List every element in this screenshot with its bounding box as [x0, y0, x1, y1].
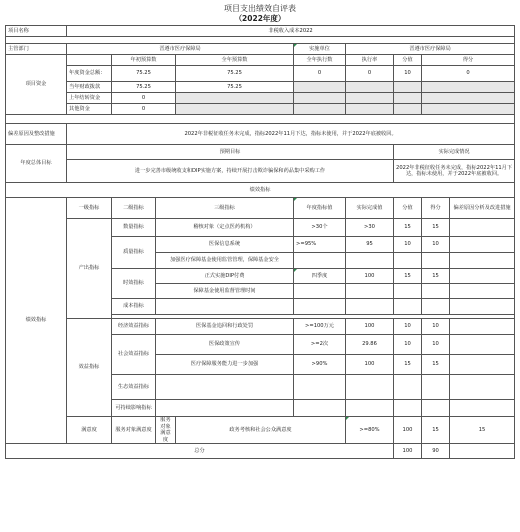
indicator-header-l2: 二级指标	[112, 198, 156, 219]
funds-header-init: 年初预算数	[112, 55, 176, 66]
level2-quality: 质量指标	[112, 237, 156, 269]
indicator-actual: 29.86	[346, 335, 394, 355]
goal-actual-header: 实际完成情况	[394, 145, 515, 160]
funds-total-rate: 0	[346, 66, 394, 82]
level2-quantity: 数量指标	[112, 219, 156, 237]
indicator-got: 15	[422, 219, 450, 237]
indicator-actual: 100	[346, 355, 394, 375]
spacer-row	[6, 115, 515, 124]
indicator-target: >90%	[294, 355, 346, 375]
row-project-name	[6, 26, 515, 37]
level1-satisfaction: 满意度	[67, 417, 112, 444]
indicator-name: 正式实施DIP付费	[156, 269, 294, 284]
indicator-got: 15	[422, 355, 450, 375]
level2-sustain: 可持续影响指标	[112, 400, 156, 417]
indicator-name: 加强医疗保障基金使用监管管理，保障基金安全	[156, 253, 294, 269]
funds-row-fiscal	[6, 82, 515, 93]
page-year: （2022年度）	[234, 14, 286, 23]
indicator-target: >30个	[294, 219, 346, 237]
indicator-header-score: 分值	[394, 198, 422, 219]
funds-header-blank	[67, 55, 112, 66]
indicator-score: 15	[394, 219, 422, 237]
project-name-value: 非税收入成本2022	[67, 26, 515, 37]
reason-text: 2022年非税征收任务未完成，指标2022年11月下达，指标未使用，并于2022年底被收回。	[67, 124, 515, 145]
indicator-header-actual: 实际完成值	[346, 198, 394, 219]
indicator-actual: 100	[394, 417, 422, 444]
indicator-score: 10	[394, 319, 422, 335]
indicator-target: >=100万元	[294, 319, 346, 335]
indicator-score: 15	[422, 417, 450, 444]
funds-total-score: 10	[394, 66, 422, 82]
indicator-header-target: 年度指标值	[294, 198, 346, 219]
goal-label: 年度总体目标	[6, 145, 67, 183]
funds-header-rate: 执行率	[346, 55, 394, 66]
indicator-actual: 95	[346, 237, 394, 253]
indicator-header-row	[6, 198, 515, 219]
indicator-target: >=2次	[294, 335, 346, 355]
funds-other-init: 0	[112, 104, 176, 115]
spacer-row	[6, 37, 515, 44]
funds-header-full: 全年预算数	[176, 55, 294, 66]
indicator-got: 15	[422, 269, 450, 284]
funds-total-init: 75.25	[112, 66, 176, 82]
funds-label: 项目资金	[6, 55, 67, 115]
funds-total-name: 年度资金总额：	[67, 66, 112, 82]
total-label: 总分	[6, 444, 394, 459]
funds-fiscal-init: 75.25	[112, 82, 176, 93]
funds-fiscal-name: 当年财政拨款	[67, 82, 112, 93]
funds-row-other	[6, 104, 515, 115]
level2-economic: 经济效益指标	[112, 319, 156, 335]
row-department	[6, 44, 515, 55]
evaluation-table	[5, 25, 515, 459]
level2-social: 社会效益指标	[112, 335, 156, 375]
funds-row-carryover	[6, 93, 515, 104]
indicator-header-l3: 三级指标	[156, 198, 294, 219]
indicator-section-row	[6, 183, 515, 198]
indicator-row	[6, 417, 515, 444]
total-row	[6, 444, 515, 459]
funds-header-score: 分值	[394, 55, 422, 66]
indicator-name: 政务考核和社会公众满意度	[176, 417, 346, 444]
goal-header-row	[6, 145, 515, 160]
funds-total-got: 0	[422, 66, 515, 82]
level2-time: 时效指标	[112, 269, 156, 299]
indicator-actual: >30	[346, 219, 394, 237]
indicator-score: 15	[394, 269, 422, 284]
funds-other-name: 其他资金	[67, 104, 112, 115]
level1-output: 产出指标	[67, 219, 112, 319]
level2-service: 服务对象满意度	[156, 417, 176, 444]
dept-value: 晋遵市医疗保障局	[67, 44, 294, 55]
funds-fiscal-full: 75.25	[176, 82, 294, 93]
indicator-actual: 100	[346, 319, 394, 335]
indicator-target: >=80%	[346, 417, 394, 444]
total-score: 100	[394, 444, 422, 459]
funds-header-got: 得分	[422, 55, 515, 66]
indicator-header-l1: 一级指标	[67, 198, 112, 219]
goal-expected-header: 预期目标	[67, 145, 394, 160]
row-reason	[6, 124, 515, 145]
indicator-row	[6, 319, 515, 335]
level1-effect: 效益指标	[67, 319, 112, 417]
reason-label: 偏差原因及整改措施	[6, 124, 67, 145]
indicator-got: 10	[422, 335, 450, 355]
level2-eco: 生态效益指标	[112, 375, 156, 400]
indicator-name: 保障基金使用监督管理时间	[156, 284, 294, 299]
level2-cost: 成本指标	[112, 299, 156, 315]
indicator-name: 医保基金追回和行政处罚	[156, 319, 294, 335]
goal-content-row	[6, 160, 515, 183]
total-got: 90	[422, 444, 450, 459]
funds-carry-init: 0	[112, 93, 176, 104]
indicator-target: >=95%	[294, 237, 346, 253]
goal-expected: 进一步完善市级统收支和DIP实施方案，持续开展打击欺诈骗保和药品集中采购工作	[67, 160, 394, 183]
funds-header-row	[6, 55, 515, 66]
indicator-target: 四季度	[294, 269, 346, 284]
goal-actual: 2022年非税征收任务未完成，指标2022年11月下达，指标未使用，并于2022年底被收回。	[394, 160, 515, 183]
indicator-header-reason: 偏差原因分析及改进措施	[450, 198, 515, 219]
indicator-got: 10	[422, 237, 450, 253]
indicator-name: 稽核对象（定点医药机构）	[156, 219, 294, 237]
indicator-score: 10	[394, 237, 422, 253]
funds-carry-name: 上年结转资金	[67, 93, 112, 104]
indicator-name: 医疗保障服务能力进一步加强	[156, 355, 294, 375]
indicator-actual: 100	[346, 269, 394, 284]
project-name-label: 项目名称	[6, 26, 67, 37]
indicator-outer-label: 绩效指标	[6, 198, 67, 444]
funds-total-full: 75.25	[176, 66, 294, 82]
level1-service: 服务对象满意度	[112, 417, 156, 444]
indicator-section-title: 绩效指标	[6, 183, 515, 198]
funds-header-exec: 全年执行数	[294, 55, 346, 66]
page-title: 项目支出绩效自评表	[224, 4, 296, 13]
indicator-got: 10	[422, 319, 450, 335]
funds-row-total	[6, 66, 515, 82]
indicator-header-got: 得分	[422, 198, 450, 219]
indicator-name: 医保政策宣传	[156, 335, 294, 355]
indicator-name: 医保信息系统	[156, 237, 294, 253]
indicator-row	[6, 219, 515, 237]
indicator-score: 10	[394, 335, 422, 355]
funds-total-exec: 0	[294, 66, 346, 82]
indicator-got: 15	[450, 417, 515, 444]
unit-value: 晋遵市医疗保障局	[346, 44, 515, 55]
unit-label: 实施单位	[294, 44, 346, 55]
indicator-score: 15	[394, 355, 422, 375]
dept-label: 主管部门	[6, 44, 67, 55]
